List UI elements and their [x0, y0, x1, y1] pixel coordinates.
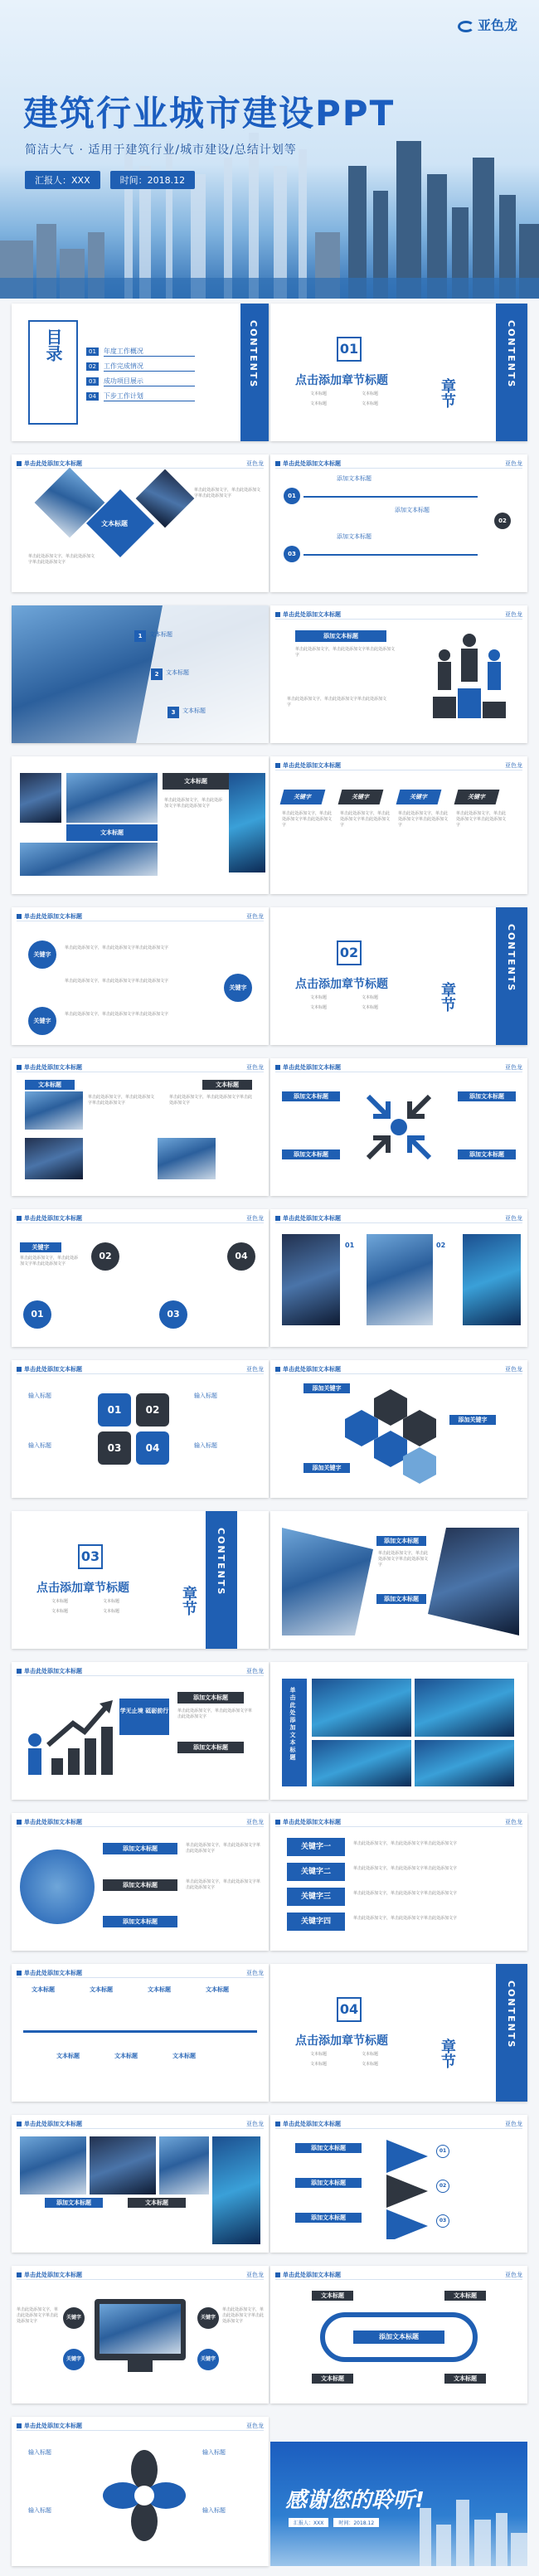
square-num: 01: [98, 1393, 131, 1427]
converging-arrows-icon: [362, 1090, 436, 1164]
title-box: 添加文本标题: [282, 1091, 340, 1101]
step-badge: 2: [151, 668, 163, 680]
header-divider: [17, 2279, 264, 2280]
slide-corner-logo: 亚色龙: [505, 2121, 522, 2127]
cover-subtitle: 简洁大气 · 适用于建筑行业/城市建设/总结计划等: [25, 143, 297, 157]
photo-steps-slide[interactable]: [12, 605, 269, 743]
tag-columns-slide[interactable]: [270, 756, 527, 894]
hex-tag: 添加关键字: [303, 1463, 350, 1473]
header-divider: [275, 2128, 522, 2129]
slide-header: 单击此处添加文本标题: [275, 1818, 341, 1826]
photo: [158, 1138, 216, 1179]
cover-title: 建筑行业城市建设PPT: [23, 93, 396, 134]
enter-title: 输入标题: [202, 2449, 226, 2456]
logo-mark-icon: [458, 21, 474, 32]
photo: [20, 843, 158, 876]
toc-item[interactable]: [86, 362, 195, 372]
slide-corner-logo: 亚色龙: [246, 2423, 264, 2429]
header-divider: [17, 2128, 264, 2129]
slide-header: 单击此处添加文本标题: [275, 761, 341, 770]
growth-slide[interactable]: [12, 1662, 269, 1800]
chapter-bullet: 文本标题: [310, 2062, 328, 2067]
diamond-slide[interactable]: [12, 454, 269, 592]
slide-corner-logo: 亚色龙: [246, 1970, 264, 1976]
title-bar: 添加文本标题: [295, 630, 386, 642]
chapter-bullet: 文本标题: [51, 1599, 69, 1604]
slide-header: 单击此处添加文本标题: [275, 1063, 341, 1072]
podium-slide[interactable]: [270, 605, 527, 743]
slide-header: 单击此处添加文本标题: [275, 1365, 341, 1373]
num-label: 01: [345, 1242, 355, 1249]
slide-header: 单击此处添加文本标题: [17, 1667, 82, 1675]
step-num: 02: [494, 513, 511, 529]
keyword-tag: 关键字: [20, 1242, 61, 1252]
header-divider: [275, 1222, 522, 1223]
number-circle: 02: [91, 1242, 119, 1271]
keyword-tag: 关键字: [338, 790, 384, 804]
timeline-title: 文本标题: [114, 2053, 138, 2059]
chapter-tag: 章节: [439, 378, 456, 408]
header-divider: [17, 1977, 264, 1978]
petal-flower-icon: [103, 2450, 186, 2541]
skyline-panels-slide[interactable]: [12, 2115, 269, 2253]
toc-item-label: 成功项目展示: [104, 377, 195, 386]
header-divider: [17, 468, 264, 469]
keywords-list-slide[interactable]: [270, 1813, 527, 1951]
keyword-circle: 关键字: [28, 1007, 56, 1035]
photo: [229, 773, 265, 872]
title-box: 文本标题: [128, 2198, 186, 2208]
keyword-circle: 关键字: [197, 2349, 219, 2370]
chapter-title: 点击添加章节标题: [295, 2034, 388, 2048]
toc-item[interactable]: [86, 347, 195, 357]
chapter-4-slide[interactable]: [270, 1964, 527, 2102]
body-text: 单击此处添加文字，单击此处添加文字单击此处添加文字: [287, 697, 387, 707]
loop-tag: 文本标题: [312, 2374, 353, 2384]
title-box: 添加文本标题: [177, 1692, 244, 1704]
slide-corner-logo: 亚色龙: [505, 2272, 522, 2278]
timeline-axis: [23, 2030, 257, 2033]
enter-title: 输入标题: [28, 2507, 51, 2514]
title-box: 添加文本标题: [177, 1742, 244, 1753]
quad-squares-slide[interactable]: [12, 1360, 269, 1498]
thanks-title: 感谢您的聆听!: [285, 2488, 425, 2513]
keyword-bar: 关键字三: [287, 1888, 345, 1906]
timeline-title: 文本标题: [148, 1986, 171, 1993]
slide-corner-logo: 亚色龙: [246, 2121, 264, 2127]
date-badge: 时间：2018.12: [333, 2518, 379, 2527]
loop-tag: 文本标题: [444, 2374, 486, 2384]
photo: [282, 1234, 340, 1325]
hexagon-cluster-icon: [337, 1385, 444, 1485]
chapter-side-word: CONTENTS: [506, 924, 517, 993]
photo: [20, 2136, 86, 2194]
cover-slide[interactable]: [0, 0, 539, 299]
slide-corner-logo: 亚色龙: [246, 1668, 264, 1674]
body-text: 单击此处添加文字，单击此处添加文字单击此处添加文字: [177, 1708, 253, 1719]
photo: [312, 1679, 411, 1737]
header-divider: [17, 1222, 264, 1223]
chapter-number: 04: [337, 1997, 362, 2022]
square-num: 02: [136, 1393, 169, 1427]
photo: [415, 1679, 514, 1737]
number-circle: 03: [159, 1300, 187, 1329]
photo: [463, 1234, 521, 1325]
body-text: 单击此处添加文字，单击此处添加文字单击此处添加文字: [378, 1551, 429, 1567]
keyword-circle: 关键字: [224, 974, 252, 1002]
slide-header: 单击此处添加文本标题: [17, 459, 82, 468]
timeline-title: 文本标题: [206, 1986, 229, 1993]
slide-corner-logo: 亚色龙: [505, 1064, 522, 1071]
chapter-tag: 章节: [439, 2039, 456, 2068]
podium-people-icon: [428, 630, 511, 722]
slide-header: 单击此处添加文本标题: [17, 1969, 82, 1977]
header-divider: [17, 1675, 264, 1676]
title-box: 添加文本标题: [282, 1149, 340, 1159]
loop-tag: 文本标题: [444, 2291, 486, 2301]
chapter-bullet: 文本标题: [51, 1609, 69, 1614]
chapter-bullet: 文本标题: [310, 401, 328, 406]
square-num: 03: [98, 1431, 131, 1465]
body-text: 单击此处添加文字，单击此处添加文字单击此处添加文字: [222, 2307, 265, 2324]
step-num: 03: [284, 546, 300, 562]
diamond-label: 文本标题: [101, 520, 128, 527]
chapter-bullet: 文本标题: [310, 2052, 328, 2057]
toc-slide[interactable]: [12, 304, 269, 441]
chapter-bullet: 文本标题: [362, 1005, 379, 1010]
header-divider: [275, 1373, 522, 1374]
title-box: 文本标题: [202, 1080, 252, 1090]
header-divider: [275, 2279, 522, 2280]
photo-list-slide[interactable]: [12, 1058, 269, 1196]
loop-slide[interactable]: [270, 2266, 527, 2403]
step-line: [303, 554, 478, 556]
step-label: 文本标题: [149, 631, 172, 638]
slide-header: 单击此处添加文本标题: [17, 2422, 82, 2430]
growth-chart-icon: [23, 1699, 114, 1781]
photo: [367, 1234, 433, 1325]
keyword-tag: 关键字: [454, 790, 500, 804]
step-num: 03: [436, 2214, 449, 2228]
header-divider: [17, 1826, 264, 1827]
chapter-bullet: 文本标题: [362, 401, 379, 406]
header-divider: [275, 468, 522, 469]
chapter-bullet: 文本标题: [362, 2052, 379, 2057]
timeline-title: 文本标题: [90, 1986, 113, 1993]
slide-corner-logo: 亚色龙: [246, 1064, 264, 1071]
keyword-tag: 关键字: [396, 790, 442, 804]
slide-header: 单击此处添加文本标题: [17, 2271, 82, 2279]
steps-slide[interactable]: [270, 454, 527, 592]
toc-item[interactable]: [86, 377, 195, 386]
header-divider: [275, 619, 522, 620]
slide-corner-logo: 亚色龙: [505, 1819, 522, 1825]
chapter-bullet: 文本标题: [103, 1599, 120, 1604]
chapter-bullet: 文本标题: [362, 2062, 379, 2067]
step-line: [303, 496, 478, 498]
chapter-bullet: 文本标题: [103, 1609, 120, 1614]
add-title: 添加文本标题: [337, 533, 371, 540]
thanks-slide[interactable]: [270, 2442, 527, 2566]
timeline-title: 文本标题: [172, 2053, 196, 2059]
header-divider: [17, 2430, 264, 2431]
learn-box: 学无止境 砥砺前行: [119, 1699, 169, 1735]
body-text: 单击此处添加文字，单击此处添加文字单击此处添加文字: [353, 1841, 458, 1846]
chapter-bullet: 文本标题: [310, 391, 328, 396]
chapter-tag: 章节: [180, 1586, 197, 1616]
chapter-bullet: 文本标题: [310, 995, 328, 1000]
chapter-tag: 章节: [439, 982, 456, 1012]
title-box: 添加文本标题: [295, 2143, 362, 2153]
enter-title: 输入标题: [28, 1442, 51, 1449]
toc-item-label: 下步工作计划: [104, 391, 195, 401]
body-text: 单击此处添加文字，单击此处添加文字单击此处添加文字: [17, 2307, 59, 2324]
slide-header: 单击此处添加文本标题: [17, 1214, 82, 1222]
body-text: 单击此处添加文字，单击此处添加文字单击此处添加文字: [164, 798, 223, 809]
slide-header: 单击此处添加文本标题: [275, 1214, 341, 1222]
keyword-circles-slide[interactable]: [12, 907, 269, 1045]
slide-corner-logo: 亚色龙: [246, 1819, 264, 1825]
chapter-2-slide[interactable]: [270, 907, 527, 1045]
photo: [212, 2136, 260, 2244]
photo: [312, 1740, 411, 1786]
body-text: 单击此处添加文字，单击此处添加文字单击此处添加文字: [295, 647, 396, 658]
num-label: 02: [436, 1242, 446, 1249]
list-item: 添加文本标题: [103, 1916, 177, 1927]
body-text: 单击此处添加文字，单击此处添加文字单击此处添加文字: [353, 1866, 458, 1871]
body-text: 单击此处添加文字，单击此处添加文字单击此处添加文字: [88, 1095, 155, 1106]
enter-title: 输入标题: [28, 1392, 51, 1399]
petal-slide[interactable]: [12, 2417, 269, 2566]
step-label: 文本标题: [182, 707, 206, 714]
title-box: 添加文本标题: [376, 1536, 426, 1546]
enter-title: 输入标题: [194, 1392, 217, 1399]
step-num: 01: [436, 2145, 449, 2158]
sea-photos-slide[interactable]: [270, 1662, 527, 1800]
body-text: 单击此处添加文字，单击此处添加文字单击此处添加文字: [456, 811, 507, 828]
body-text: 单击此处添加文字，单击此处添加文字单击此处添加文字: [282, 811, 333, 828]
slide-corner-logo: 亚色龙: [505, 611, 522, 618]
keyword-circle: 关键字: [28, 940, 56, 969]
chapter-title: 点击添加章节标题: [295, 978, 388, 991]
title-box: 文本标题: [25, 1080, 75, 1090]
header-divider: [275, 1826, 522, 1827]
number-circles-slide[interactable]: [12, 1209, 269, 1347]
header-divider: [17, 1373, 264, 1374]
body-text: 单击此处添加文字，单击此处添加文字单击此处添加文字: [353, 1916, 458, 1921]
photo: [159, 2136, 209, 2194]
number-circle: 01: [23, 1300, 51, 1329]
toc-item-num: 02: [86, 362, 99, 371]
chapter-side-word: CONTENTS: [506, 1981, 517, 2049]
step-num: 01: [284, 488, 300, 504]
slide-header: 单击此处添加文本标题: [17, 1818, 82, 1826]
body-text: 单击此处添加文字，单击此处添加文字单击此处添加文字: [340, 811, 391, 828]
date-badge: 时间：2018.12: [110, 171, 196, 189]
slide-corner-logo: 亚色龙: [246, 2272, 264, 2278]
title-box: 添加文本标题: [458, 1149, 516, 1159]
chapter-title: 点击添加章节标题: [36, 1582, 129, 1595]
body-text: 单击此处添加文字，单击此处添加文字单击此处添加文字: [65, 945, 169, 950]
monitor-stand: [128, 2360, 153, 2372]
angled-photos-slide[interactable]: [270, 1511, 527, 1649]
keyword-circle: 关键字: [63, 2349, 85, 2370]
slide-header: 单击此处添加文本标题: [17, 1365, 82, 1373]
image-grid-slide[interactable]: [12, 756, 269, 894]
list-item: 添加文本标题: [103, 1843, 177, 1854]
toc-item-num: 01: [86, 348, 99, 356]
chapter-number: 02: [337, 940, 362, 965]
step-badge: 1: [134, 630, 146, 642]
monitor-screen: [100, 2304, 181, 2354]
photo: [90, 2136, 156, 2194]
body-text: 单击此处添加文字，单击此处添加文字单击此处添加文字: [186, 1879, 261, 1890]
toc-item-num: 04: [86, 392, 99, 401]
photo: [282, 1528, 373, 1636]
body-text: 单击此处添加文字，单击此处添加文字单击此处添加文字: [169, 1095, 253, 1106]
monitor-slide[interactable]: [12, 2266, 269, 2403]
body-text: 单击此处添加文字，单击此处添加文字单击此处添加文字: [353, 1891, 458, 1896]
keyword-tag: 关键字: [280, 790, 326, 804]
slide-header: 单击此处添加文本标题: [275, 459, 341, 468]
toc-item-label: 工作完成情况: [104, 362, 195, 372]
photo: [415, 1740, 514, 1786]
enter-title: 输入标题: [28, 2449, 51, 2456]
list-item: 添加文本标题: [103, 1879, 177, 1891]
chapter-title: 点击添加章节标题: [295, 374, 388, 387]
keyword-circle: 关键字: [63, 2307, 85, 2329]
step-label: 文本标题: [166, 669, 189, 676]
chapter-1-slide[interactable]: [270, 304, 527, 441]
enter-title: 输入标题: [202, 2507, 226, 2514]
slide-header: 单击此处添加文本标题: [17, 2120, 82, 2128]
slide-corner-logo: 亚色龙: [505, 460, 522, 467]
keyword-bar: 关键字四: [287, 1913, 345, 1931]
number-circle: 04: [227, 1242, 255, 1271]
chapter-bullet: 文本标题: [362, 995, 379, 1000]
slide-header: 单击此处添加文本标题: [275, 2120, 341, 2128]
chapter-number: 03: [78, 1544, 103, 1569]
title-box: 文本标题: [163, 773, 229, 790]
body-text: 单击此处添加文字，单击此处添加文字单击此处添加文字: [398, 811, 449, 828]
photo: [25, 1091, 83, 1130]
cover-meta: [25, 171, 195, 189]
timeline-title: 文本标题: [56, 2053, 80, 2059]
numbered-list-slide[interactable]: [12, 1813, 269, 1951]
title-box: 添加文本标题: [295, 2213, 362, 2223]
slide-header: 单击此处添加文本标题: [275, 2271, 341, 2279]
title-box: 添加文本标题: [295, 2178, 362, 2188]
toc-side-word: CONTENTS: [248, 320, 259, 389]
slide-corner-logo: 亚色龙: [246, 913, 264, 920]
hexagon-slide[interactable]: [270, 1360, 527, 1498]
chapter-3-slide[interactable]: [12, 1511, 269, 1649]
photo-trio-slide[interactable]: [270, 1209, 527, 1347]
timeline-slide[interactable]: [12, 1964, 269, 2102]
body-text: 单击此处添加文字，单击此处添加文字单击此处添加文字: [194, 488, 261, 498]
slide-corner-logo: 亚色龙: [505, 1215, 522, 1222]
toc-item-num: 03: [86, 377, 99, 386]
toc-item-label: 年度工作概况: [104, 347, 195, 357]
reporter-badge: 汇报人：XXX: [25, 171, 100, 189]
chapter-bullet: 文本标题: [310, 1005, 328, 1010]
photo: [20, 773, 61, 823]
step-badge: 3: [168, 707, 179, 718]
chapter-number: 01: [337, 337, 362, 362]
add-title: 添加文本标题: [337, 475, 371, 482]
body-text: 单击此处添加文字，单击此处添加文字单击此处添加文字: [20, 1256, 79, 1266]
add-title: 添加文本标题: [395, 507, 430, 513]
body-text: 单击此处添加文字，单击此处添加文字单击此处添加文字: [65, 1012, 169, 1017]
slide-header: 单击此处添加文本标题: [275, 610, 341, 619]
toc-title: 目录: [43, 328, 63, 362]
title-box: 添加文本标题: [458, 1091, 516, 1101]
chapter-side-word: CONTENTS: [506, 320, 517, 389]
body-text: 单击此处添加文字，单击此处添加文字单击此处添加文字: [186, 1843, 261, 1854]
slide-corner-logo: 亚色龙: [246, 1215, 264, 1222]
keyword-bar: 关键字一: [287, 1838, 345, 1856]
title-box: 文本标题: [66, 824, 158, 841]
title-box: 添加文本标题: [45, 2198, 103, 2208]
chapter-side-word: CONTENTS: [216, 1528, 226, 1597]
slide-header: 单击此处添加文本标题: [17, 912, 82, 921]
body-text: 单击此处添加文字，单击此处添加文字单击此处添加文字: [28, 554, 95, 565]
slide-corner-logo: 亚色龙: [246, 1366, 264, 1373]
photo: [25, 1138, 83, 1179]
title-box: 添加文本标题: [376, 1594, 426, 1604]
photo: [428, 1528, 519, 1636]
triangle-steps-icon: [386, 2140, 428, 2239]
side-title: 单击此处添加文本标题: [289, 1687, 296, 1762]
hex-tag: 添加关键字: [303, 1383, 350, 1393]
slide-corner-logo: 亚色龙: [246, 460, 264, 467]
square-num: 04: [136, 1431, 169, 1465]
brand-logo: 亚色龙: [458, 15, 517, 34]
keyword-bar: 关键字二: [287, 1863, 345, 1881]
body-text: 单击此处添加文字，单击此处添加文字单击此处添加文字: [65, 979, 169, 984]
loop-tag: 文本标题: [312, 2291, 353, 2301]
loop-title: 添加文本标题: [353, 2331, 444, 2344]
triangle-steps-slide[interactable]: [270, 2115, 527, 2253]
arrows-slide[interactable]: [270, 1058, 527, 1196]
toc-list: [86, 347, 195, 401]
enter-title: 输入标题: [194, 1442, 217, 1449]
toc-item[interactable]: [86, 391, 195, 401]
slide-corner-logo: 亚色龙: [505, 1366, 522, 1373]
photo: [66, 773, 158, 823]
keyword-circle: 关键字: [197, 2307, 219, 2329]
step-num: 02: [436, 2180, 449, 2193]
hex-tag: 添加关键字: [449, 1415, 496, 1425]
chapter-bullet: 文本标题: [362, 391, 379, 396]
slide-header: 单击此处添加文本标题: [17, 1063, 82, 1072]
circle-photo: [20, 1849, 95, 1924]
thanks-meta: [289, 2518, 379, 2527]
timeline-title: 文本标题: [32, 1986, 55, 1993]
slide-corner-logo: 亚色龙: [505, 762, 522, 769]
reporter-badge: 汇报人：XXX: [289, 2518, 328, 2527]
